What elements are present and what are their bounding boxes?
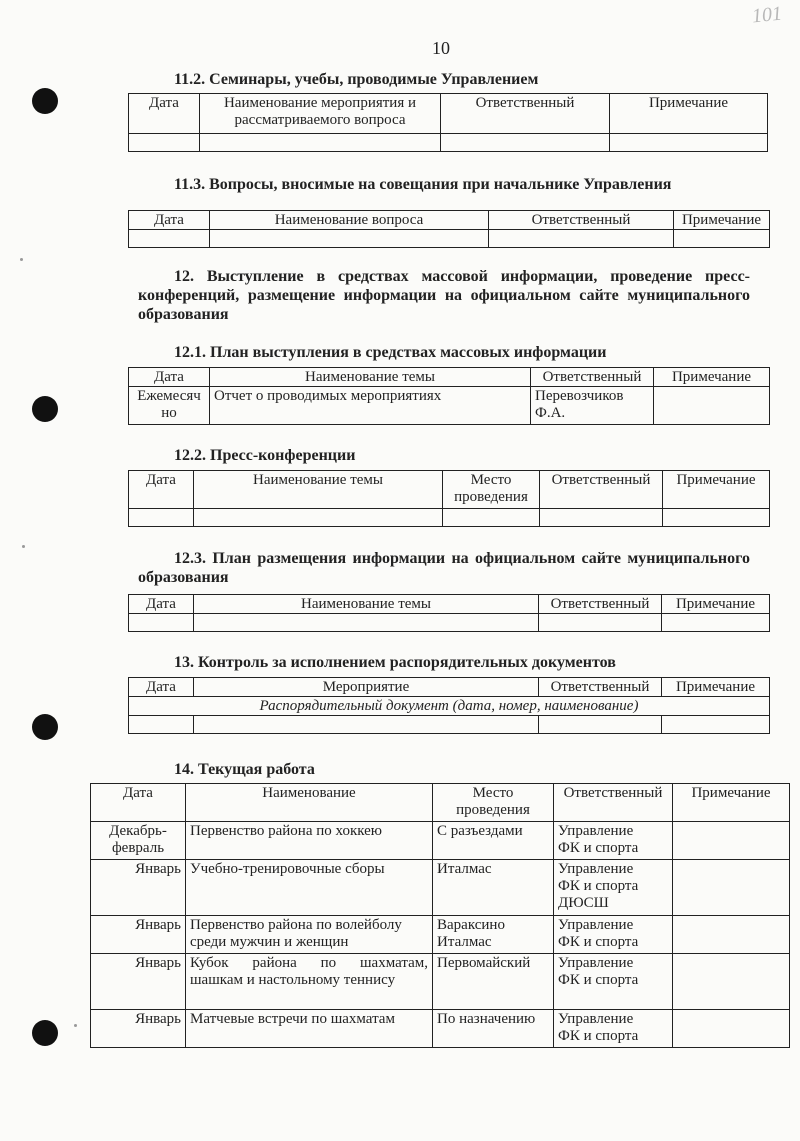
section-11-2-heading: 11.2. Семинары, учебы, проводимые Управлением: [174, 71, 539, 88]
header-responsible: Ответственный: [554, 784, 673, 822]
cell-line: Первомайский: [437, 955, 531, 971]
cell-topic: Отчет о проводимых мероприятиях: [210, 387, 531, 425]
cell-note: [673, 916, 790, 954]
scan-speck: [22, 545, 25, 548]
cell-note: [673, 954, 790, 1010]
cell-line: Управление: [558, 955, 634, 971]
empty-cell: [129, 509, 194, 527]
cell-note: [654, 387, 770, 425]
empty-cell: [489, 230, 674, 248]
cell-line: Перевозчиков: [535, 388, 624, 404]
cell-line: но: [161, 405, 177, 421]
cell-line: Первенство района по хоккею: [190, 823, 383, 839]
header-name: Наименование: [186, 784, 433, 822]
cell-note: [673, 860, 790, 916]
header-responsible: Ответственный: [531, 368, 654, 387]
table-14: [90, 783, 790, 1048]
header-date: Дата: [129, 595, 194, 614]
table-row: [91, 822, 790, 860]
header-date: Дата: [91, 784, 186, 822]
cell-line: Вараксино: [437, 917, 505, 933]
header-note: Примечание: [662, 595, 770, 614]
cell-line: Управление: [558, 1011, 634, 1027]
cell-line: ФК и спорта: [558, 878, 639, 894]
cell-place: [433, 822, 554, 860]
empty-cell: [539, 614, 662, 632]
cell-line: шашкам и настольному теннису: [190, 972, 396, 988]
cell-line: Матчевые встречи по шахматам: [190, 1011, 395, 1027]
cell-line: ФК и спорта: [558, 840, 639, 856]
header-responsible: Ответственный: [539, 678, 662, 697]
cell-responsible: [554, 822, 673, 860]
header-note: Примечание: [663, 471, 770, 509]
header-note: Примечание: [662, 678, 770, 697]
empty-cell: [194, 509, 443, 527]
section-14-heading: 14. Текущая работа: [174, 761, 315, 778]
cell-place: [433, 1010, 554, 1048]
cell-name: [186, 954, 433, 1010]
cell-line: Январь: [135, 955, 181, 971]
cell-line: Ф.А.: [535, 405, 566, 421]
empty-cell: [674, 230, 770, 248]
cell-line: Январь: [135, 861, 181, 877]
empty-cell: [129, 134, 200, 152]
empty-cell: [194, 614, 539, 632]
table-12-2: [128, 470, 770, 527]
scan-speck: [74, 1024, 77, 1027]
cell-line: По назначению: [437, 1011, 536, 1027]
cell-place: [433, 860, 554, 916]
cell-line: Январь: [135, 1011, 181, 1027]
cell-responsible: [554, 860, 673, 916]
empty-cell: [443, 509, 540, 527]
header-date: Дата: [129, 678, 194, 697]
header-responsible: Ответственный: [489, 211, 674, 230]
cell-line: ФК и спорта: [558, 934, 639, 950]
empty-cell: [540, 509, 663, 527]
cell-line: Декабрь-: [109, 823, 167, 839]
table-row: [91, 916, 790, 954]
scan-speck: [20, 258, 23, 261]
cell-line: Италмас: [437, 861, 492, 877]
section-12-heading-line: конференций, размещение информации на официальном сайте муниципального: [138, 287, 750, 304]
section-12-3-heading: [138, 549, 750, 587]
cell-line: Учебно-тренировочные сборы: [190, 861, 385, 877]
cell-line: Кубок района по шахматам,: [190, 955, 428, 971]
empty-cell: [200, 134, 441, 152]
empty-cell: [610, 134, 768, 152]
section-12-heading: [138, 267, 750, 324]
section-12-3-heading-line: образования: [138, 569, 229, 586]
header-note: Примечание: [673, 784, 790, 822]
cell-note: [673, 822, 790, 860]
cell-responsible: [554, 954, 673, 1010]
cell-line: Управление: [558, 823, 634, 839]
cell-responsible: [531, 387, 654, 425]
empty-cell: [129, 230, 210, 248]
header-date: Дата: [129, 211, 210, 230]
section-12-1-heading: 12.1. План выступления в средствах массовых информации: [174, 344, 607, 361]
empty-cell: [129, 716, 194, 734]
section-12-heading-line: образования: [138, 306, 229, 323]
header-topic: Наименование темы: [194, 595, 539, 614]
cell-name: [186, 860, 433, 916]
cell-line: Январь: [135, 917, 181, 933]
header-date: Дата: [129, 94, 200, 134]
table-12-3: [128, 594, 770, 632]
empty-cell: [210, 230, 489, 248]
cell-line: Управление: [558, 917, 634, 933]
empty-cell: [539, 716, 662, 734]
cell-note: [673, 1010, 790, 1048]
archive-page-mark: 101: [750, 2, 784, 28]
cell-line: Ежемесяч: [137, 388, 201, 404]
header-place: Место проведения: [443, 471, 540, 509]
table-row: [91, 1010, 790, 1048]
header-topic: Наименование темы: [210, 368, 531, 387]
cell-name: [186, 916, 433, 954]
header-note: Примечание: [610, 94, 768, 134]
punch-hole: [32, 396, 58, 422]
table-11-2: [128, 93, 768, 152]
table-12-1: [128, 367, 770, 425]
cell-responsible: [554, 1010, 673, 1048]
punch-hole: [32, 1020, 58, 1046]
empty-cell: [662, 716, 770, 734]
header-date: Дата: [129, 368, 210, 387]
cell-name: [186, 822, 433, 860]
header-question: Наименование вопроса: [210, 211, 489, 230]
header-note: Примечание: [674, 211, 770, 230]
section-13-heading: 13. Контроль за исполнением распорядительных документов: [174, 654, 616, 671]
cell-line: Управление: [558, 861, 634, 877]
empty-cell: [663, 509, 770, 527]
header-note: Примечание: [654, 368, 770, 387]
header-place: Место проведения: [433, 784, 554, 822]
empty-cell: [662, 614, 770, 632]
cell-date: [91, 916, 186, 954]
cell-line: С разъездами: [437, 823, 523, 839]
empty-cell: [194, 716, 539, 734]
header-date: Дата: [129, 471, 194, 509]
punch-hole: [32, 714, 58, 740]
section-12-heading-line: 12. Выступление в средствах массовой информации, проведение пресс-: [174, 268, 750, 285]
cell-line: Италмас: [437, 934, 492, 950]
cell-line: Первенство района по волейболу: [190, 917, 402, 933]
table-13: [128, 677, 770, 734]
cell-line: ФК и спорта: [558, 972, 639, 988]
section-11-3-heading: 11.3. Вопросы, вносимые на совещания при начальнике Управления: [174, 176, 672, 193]
header-event: Мероприятие: [194, 678, 539, 697]
empty-cell: [129, 614, 194, 632]
cell-line: среди мужчин и женщин: [190, 934, 349, 950]
subheader-document: Распорядительный документ (дата, номер, наименование): [129, 697, 770, 716]
punch-hole: [32, 88, 58, 114]
cell-date: [91, 954, 186, 1010]
table-row: [91, 954, 790, 1010]
cell-responsible: [554, 916, 673, 954]
empty-cell: [441, 134, 610, 152]
cell-date: [91, 1010, 186, 1048]
cell-place: [433, 954, 554, 1010]
table-row: [91, 860, 790, 916]
cell-date: [91, 860, 186, 916]
cell-name: [186, 1010, 433, 1048]
cell-line: февраль: [111, 840, 165, 856]
page-number: 10: [432, 38, 450, 58]
header-responsible: Ответственный: [540, 471, 663, 509]
cell-line: ФК и спорта: [558, 1028, 639, 1044]
cell-date: [91, 822, 186, 860]
cell-line: ДЮСШ: [558, 895, 609, 911]
section-12-3-heading-line: 12.3. План размещения информации на официальном сайте муниципального: [174, 550, 750, 567]
section-12-2-heading: 12.2. Пресс-конференции: [174, 447, 356, 464]
table-11-3: [128, 210, 770, 248]
cell-place: [433, 916, 554, 954]
header-responsible: Ответственный: [441, 94, 610, 134]
header-responsible: Ответственный: [539, 595, 662, 614]
table-row: [129, 387, 770, 425]
header-topic: Наименование темы: [194, 471, 443, 509]
header-event: Наименование мероприятия и рассматриваемого вопроса: [200, 94, 441, 134]
cell-date: [129, 387, 210, 425]
